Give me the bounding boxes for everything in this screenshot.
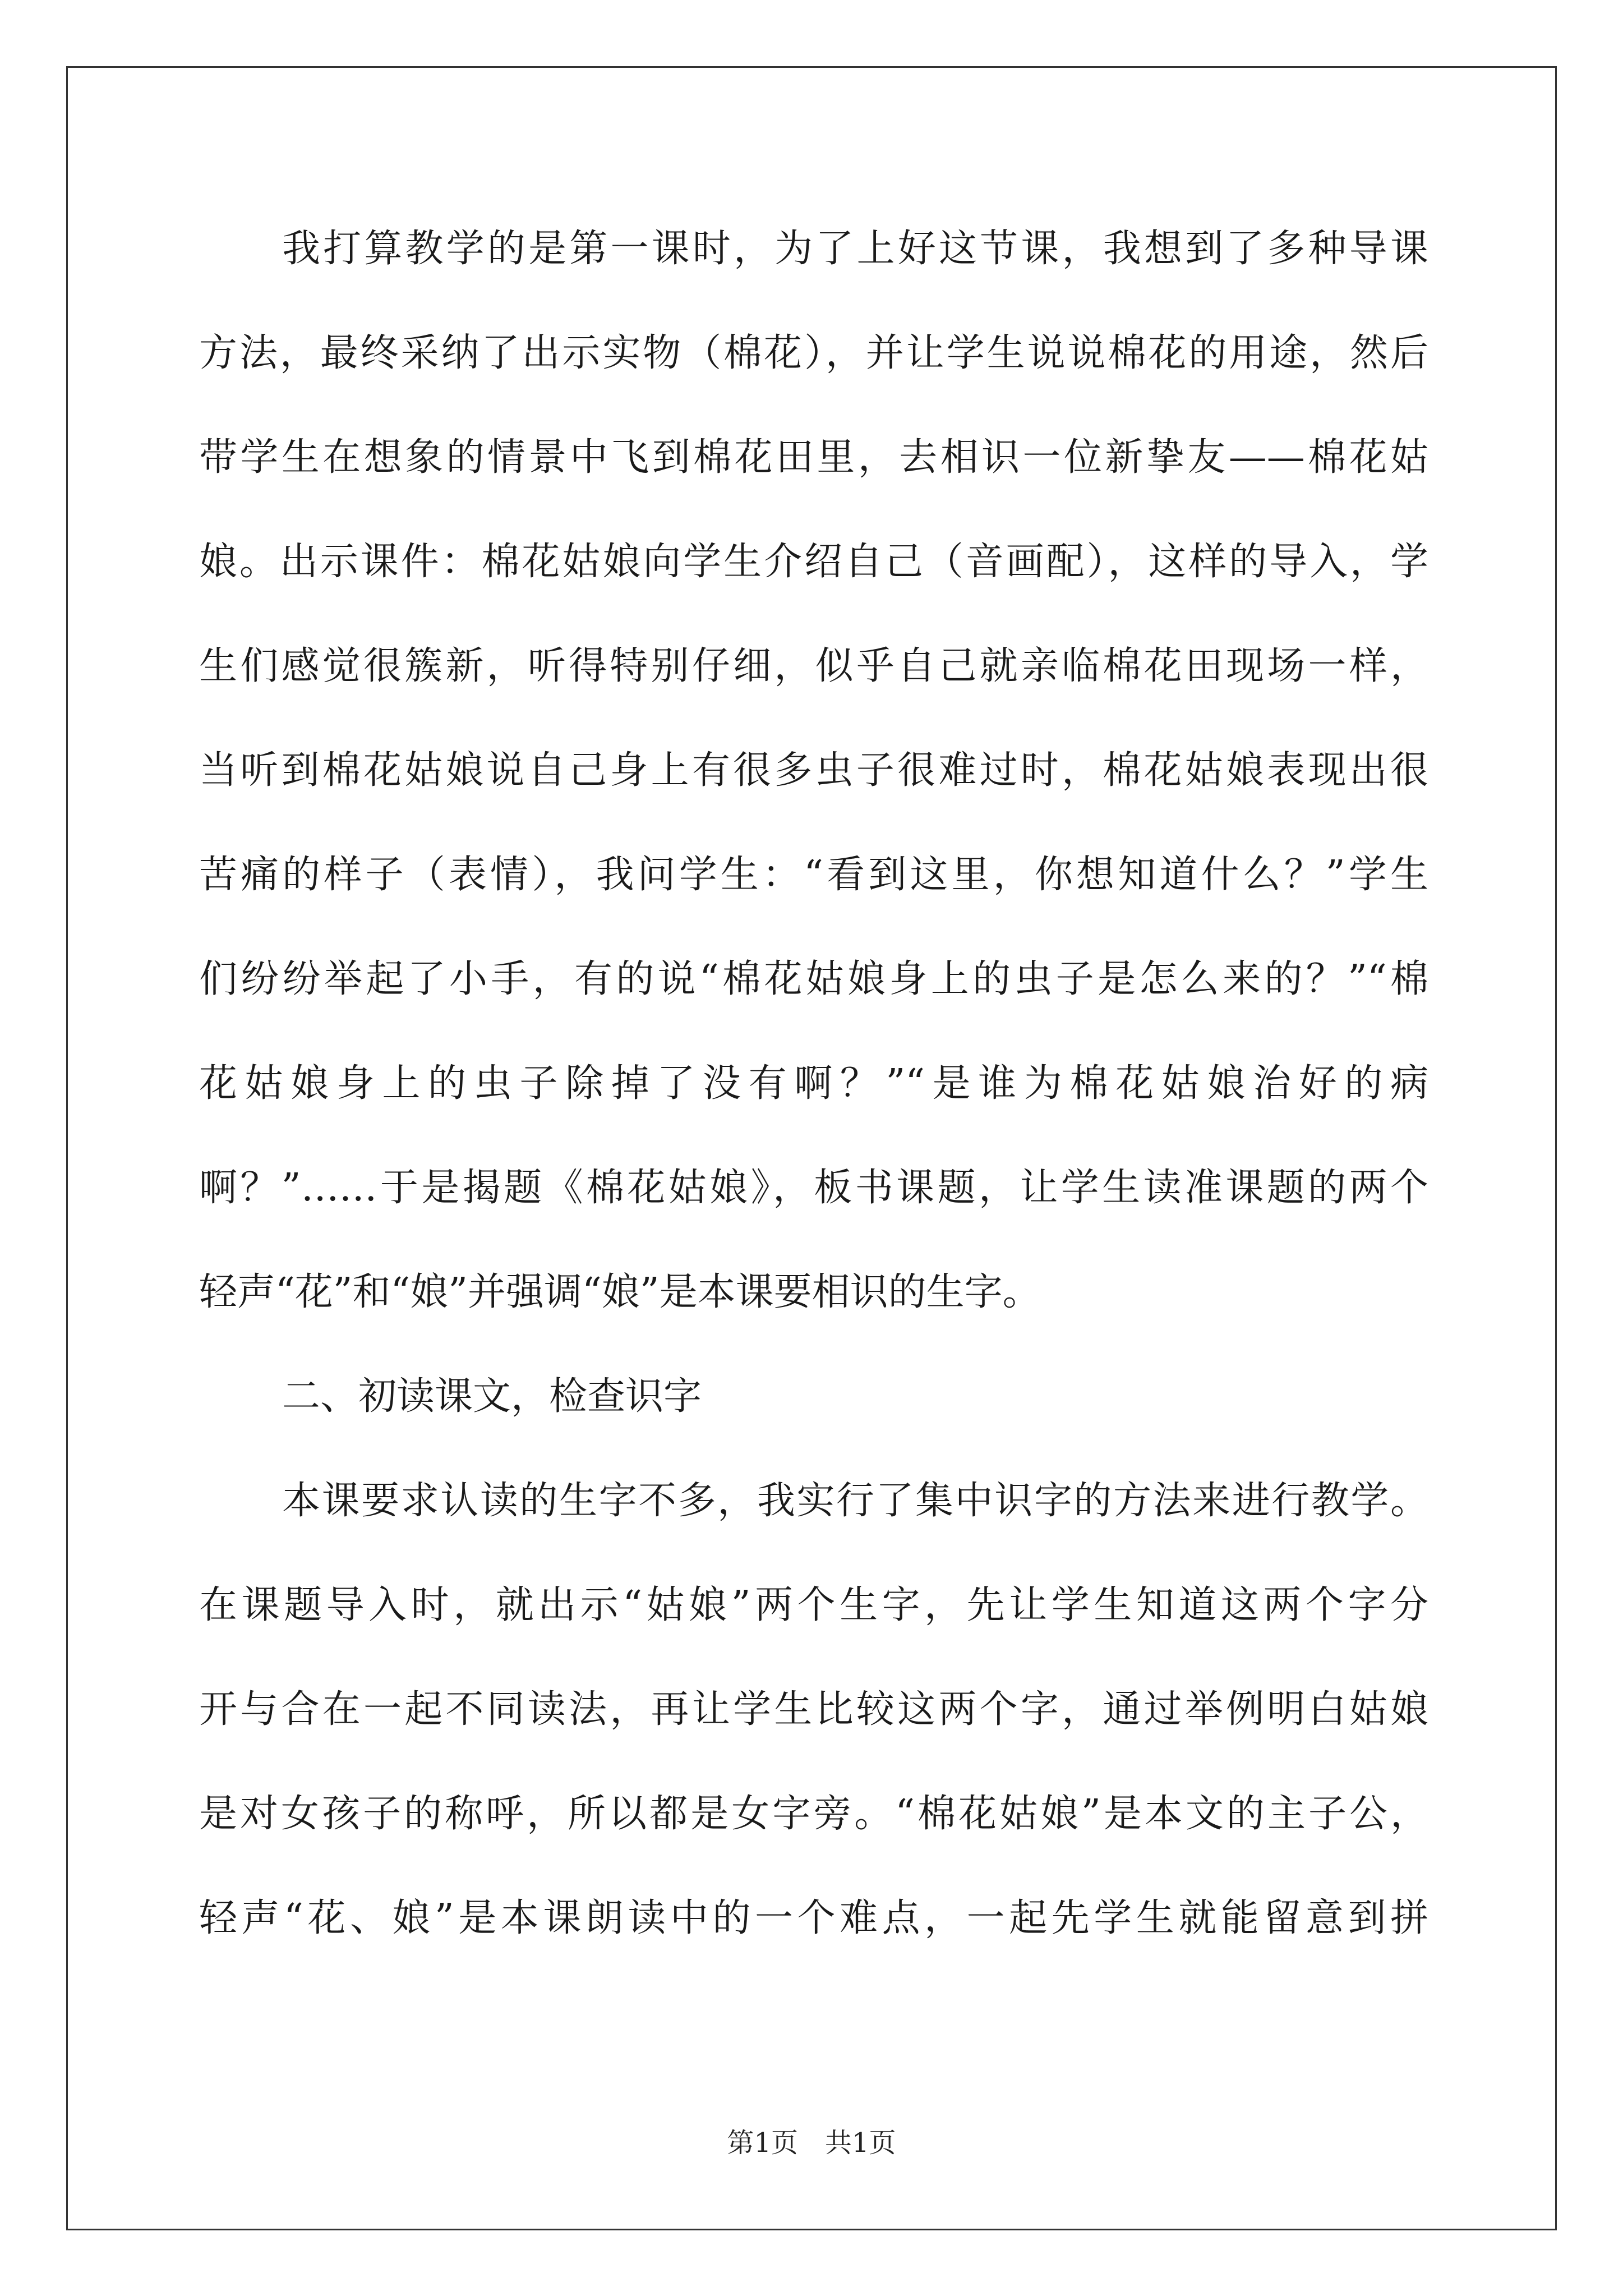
paragraph-line: 本课要求认读的生字不多，我实行了集中识字的方法来进行教学。 xyxy=(282,1479,1428,1523)
paragraph-line: 轻声“花”和“娘”并强调“娘”是本课要相识的生字。 xyxy=(199,1270,1041,1314)
paragraph-line: 娘。出示课件：棉花姑娘向学生介绍自己（音画配），这样的导入，学 xyxy=(199,540,1428,584)
paragraph-line: 方法，最终采纳了出示实物（棉花），并让学生说说棉花的用途，然后 xyxy=(199,331,1428,375)
paragraph-line: 生们感觉很簇新，听得特别仔细，似乎自己就亲临棉花田现场一样， xyxy=(199,644,1428,688)
page-number: 第1页 共1页 xyxy=(727,2127,896,2159)
paragraph-line: 们纷纷举起了小手，有的说“棉花姑娘身上的虫子是怎么来的？”“棉 xyxy=(199,957,1428,1001)
section-heading: 二、初读课文，检查识字 xyxy=(282,1374,702,1419)
paragraph-line: 花姑娘身上的虫子除掉了没有啊？”“是谁为棉花姑娘治好的病 xyxy=(199,1061,1428,1106)
paragraph-line: 当听到棉花姑娘说自己身上有很多虫子很难过时，棉花姑娘表现出很 xyxy=(199,748,1428,793)
paragraph-line: 在课题导入时，就出示“姑娘”两个生字，先让学生知道这两个字分 xyxy=(199,1583,1428,1627)
paragraph-line: 我打算教学的是第一课时，为了上好这节课，我想到了多种导课 xyxy=(282,227,1428,271)
paragraph-line: 轻声“花、娘”是本课朗读中的一个难点，一起先学生就能留意到拼 xyxy=(199,1896,1428,1940)
paragraph-line: 开与合在一起不同读法，再让学生比较这两个字，通过举例明白姑娘 xyxy=(199,1687,1428,1732)
paragraph-line: 带学生在想象的情景中飞到棉花田里，去相识一位新挚友——棉花姑 xyxy=(199,435,1428,480)
paragraph-line: 是对女孩子的称呼，所以都是女字旁。“棉花姑娘”是本文的主子公， xyxy=(199,1792,1428,1836)
paragraph-line: 苦痛的样子（表情），我问学生：“看到这里，你想知道什么？”学生 xyxy=(199,853,1428,897)
document-body xyxy=(199,219,1428,1993)
paragraph-line: 啊？”……于是揭题《棉花姑娘》，板书课题，让学生读准课题的两个 xyxy=(199,1166,1428,1210)
